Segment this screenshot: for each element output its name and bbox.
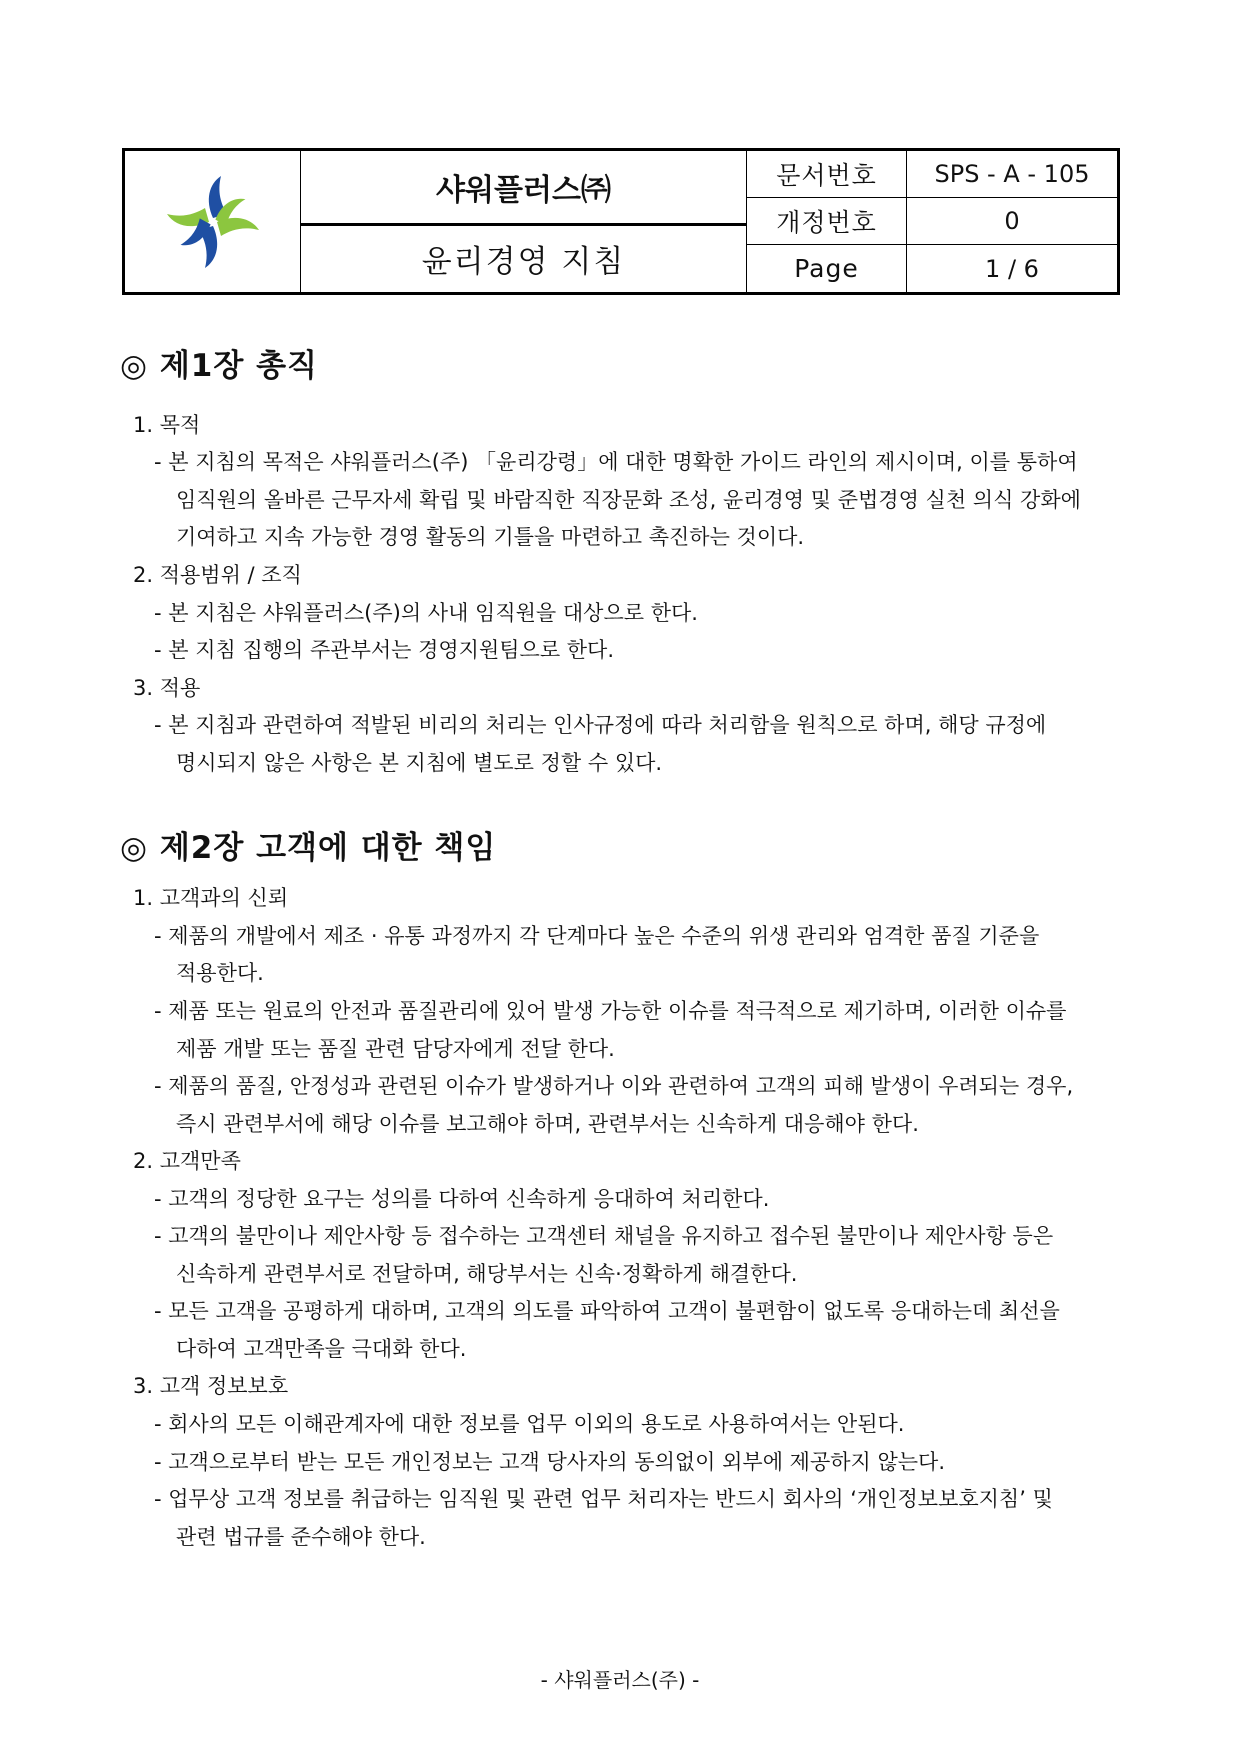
body-line: - 고객의 정당한 요구는 성의를 다하여 신속하게 응대하여 처리한다. xyxy=(154,1187,770,1211)
body-line: 명시되지 않은 사항은 본 지침에 별도로 정할 수 있다. xyxy=(176,751,663,775)
section-title: 3. 고객 정보보호 xyxy=(133,1374,289,1398)
body-line: 신속하게 관련부서로 전달하며, 해당부서는 신속·정확하게 해결한다. xyxy=(176,1262,798,1286)
chapter-1-title: ◎ 제1장 총직 xyxy=(120,348,318,384)
section-title: 1. 목적 xyxy=(133,413,201,437)
page-value: 1 / 6 xyxy=(985,254,1039,283)
body-line: - 고객으로부터 받는 모든 개인정보는 고객 당사자의 동의없이 외부에 제공하지 않는다. xyxy=(154,1450,946,1474)
body-line: - 모든 고객을 공평하게 대하며, 고객의 의도를 파악하여 고객이 불편함이 없도록 응대하는데 최선을 xyxy=(154,1299,1060,1323)
section-title: 3. 적용 xyxy=(133,676,201,700)
body-line: - 제품 또는 원료의 안전과 품질관리에 있어 발생 가능한 이슈를 적극적으로 제기하며, 이러한 이슈를 xyxy=(154,999,1067,1023)
body-line: - 제품의 품질, 안정성과 관련된 이슈가 발생하거나 이와 관련하여 고객의 피해 발생이 우려되는 경우, xyxy=(154,1074,1074,1098)
company-name: 샤워플러스㈜ xyxy=(301,151,746,226)
doc-number-value: SPS - A - 105 xyxy=(907,151,1117,198)
section-title: 2. 적용범위 / 조직 xyxy=(133,563,302,587)
body-line: 제품 개발 또는 품질 관련 담당자에게 전달 한다. xyxy=(176,1037,615,1061)
revision-value: 0 xyxy=(907,198,1117,245)
section-title: 1. 고객과의 신뢰 xyxy=(133,886,289,910)
document-title: 윤리경영 지침 xyxy=(421,243,626,280)
page-footer: - 샤워플러스(주) - xyxy=(540,1668,700,1692)
revision-label: 개정번호 xyxy=(747,198,907,245)
body-line: - 본 지침과 관련하여 적발된 비리의 처리는 인사규정에 따라 처리함을 원칙으로 하며, 해당 규정에 xyxy=(154,713,1047,737)
company-title-cell xyxy=(301,151,747,280)
body-line: - 제품의 개발에서 제조 · 유통 과정까지 각 단계마다 높은 수준의 위생 관리와 엄격한 품질 기준을 xyxy=(154,924,1040,948)
section-title: 2. 고객만족 xyxy=(133,1149,241,1173)
body-line: - 본 지침은 샤워플러스(주)의 사내 임직원을 대상으로 한다. xyxy=(154,601,698,625)
body-line: 다하여 고객만족을 극대화 한다. xyxy=(176,1337,467,1361)
body-line: - 본 지침의 목적은 샤워플러스(주) 「윤리강령」에 대한 명확한 가이드 라인의 제시이며, 이를 통하여 xyxy=(154,450,1078,474)
company-logo-icon xyxy=(163,172,263,272)
doc-number-label: 문서번호 xyxy=(747,151,907,198)
chapter-2-title: ◎ 제2장 고객에 대한 책임 xyxy=(120,830,497,866)
body-line: 관련 법규를 준수해야 한다. xyxy=(176,1525,426,1549)
body-line: 적용한다. xyxy=(176,961,264,985)
body-line: - 고객의 불만이나 제안사항 등 접수하는 고객센터 채널을 유지하고 접수된 불만이나 제안사항 등은 xyxy=(154,1224,1054,1248)
body-line: 임직원의 올바른 근무자세 확립 및 바람직한 직장문화 조성, 윤리경영 및 준법경영 실천 의식 강화에 xyxy=(176,488,1081,512)
body-line: - 회사의 모든 이해관계자에 대한 정보를 업무 이외의 용도로 사용하여서는 안된다. xyxy=(154,1412,905,1436)
body-line: 기여하고 지속 가능한 경영 활동의 기틀을 마련하고 촉진하는 것이다. xyxy=(176,525,805,549)
logo-cell xyxy=(125,151,301,292)
body-line: 즉시 관련부서에 해당 이슈를 보고해야 하며, 관련부서는 신속하게 대응해야 한다. xyxy=(176,1112,919,1136)
body-line: - 업무상 고객 정보를 취급하는 임직원 및 관련 업무 처리자는 반드시 회사의 ‘개인정보보호지침’ 및 xyxy=(154,1487,1053,1511)
page-label: Page xyxy=(747,245,907,292)
body-line: - 본 지침 집행의 주관부서는 경영지원팀으로 한다. xyxy=(154,638,615,662)
document-header-table xyxy=(122,148,1120,295)
